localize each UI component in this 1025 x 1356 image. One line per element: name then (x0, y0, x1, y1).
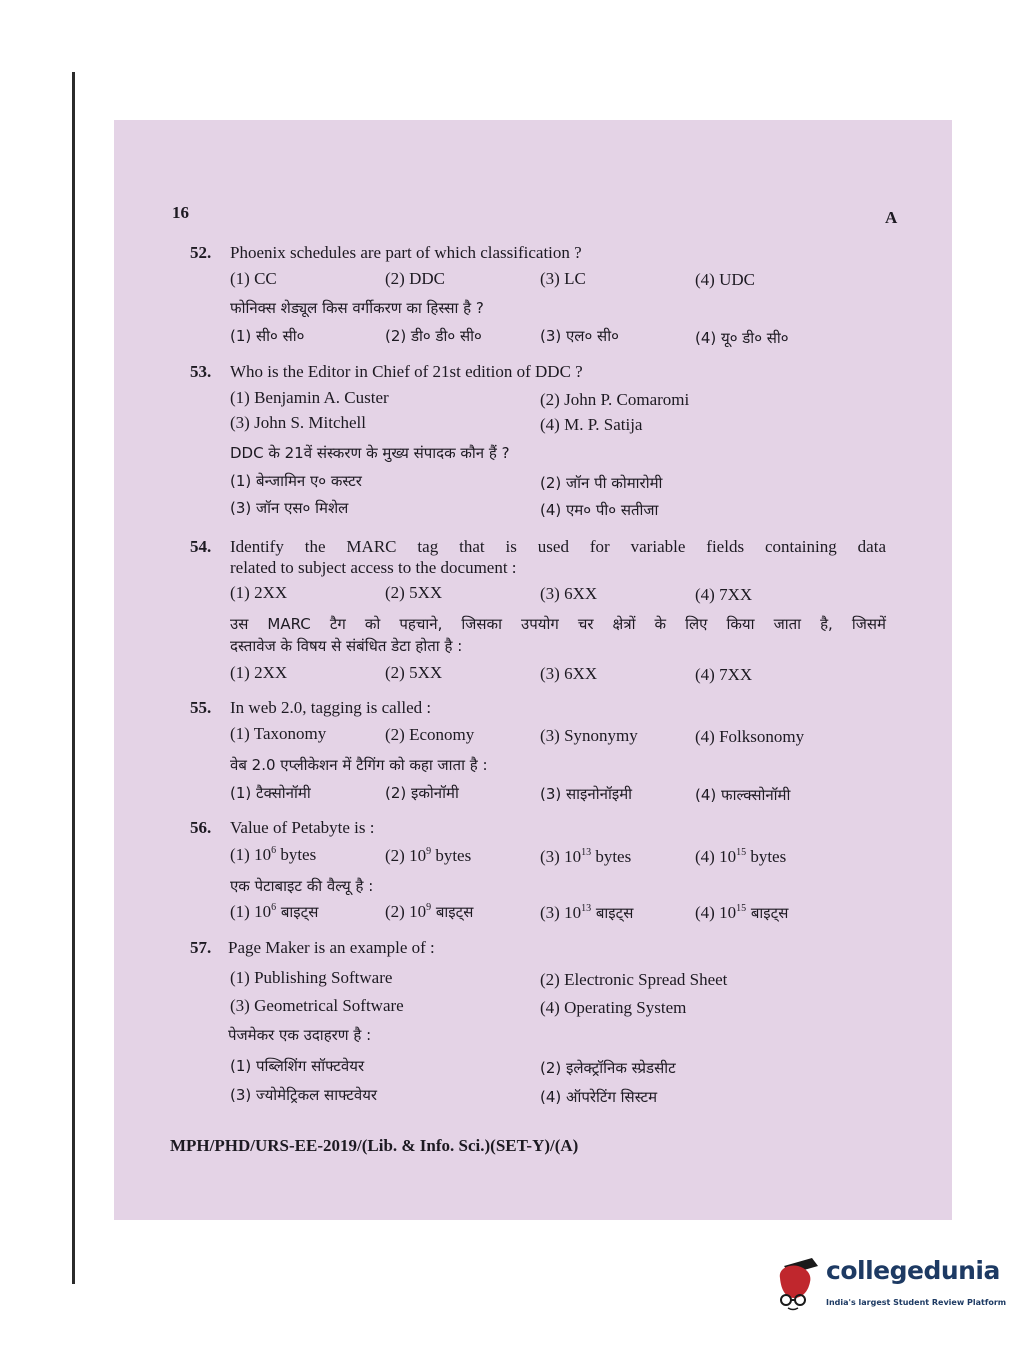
option-2: (2) DDC (385, 269, 445, 288)
option-1: (1) 2XX (230, 583, 288, 602)
option-4-hi: (4) एम० पी० सतीजा (540, 501, 659, 519)
option-4-hi: (4) $10^{15}$ बाइट्स (695, 903, 789, 922)
option-4: (4) M. P. Satija (540, 415, 643, 434)
option-1: (1) $10^6$ bytes (230, 845, 317, 864)
option-3: (3) 6XX (540, 584, 598, 603)
option-4-hi: (4) ऑपरेटिंग सिस्टम (540, 1088, 658, 1106)
question-text-hi: वेब 2.0 एप्लीकेशन में टैगिंग को कहा जाता है : (230, 756, 488, 774)
question-number: 53. (190, 362, 212, 381)
option-4-hi: (4) फाल्क्सोनॉमी (695, 786, 791, 804)
option-2-hi: (2) 5XX (385, 663, 443, 682)
question-text-hi: फोनिक्स शेड्यूल किस वर्गीकरण का हिस्सा है ? (230, 299, 484, 317)
question-text-hi-line-2: दस्तावेज के विषय से संबंधित डेटा होता है : (230, 637, 463, 655)
option-2-hi: (2) डी० डी० सी० (385, 327, 482, 345)
page-number: 16 (172, 203, 189, 222)
question-number: 56. (190, 818, 212, 837)
option-3-hi: (3) ज्योमेट्रिकल साफ्टवेयर (230, 1086, 378, 1104)
question-text-hi: DDC के 21वें संस्करण के मुख्य संपादक कौन हैं ? (230, 444, 510, 462)
option-3: (3) John S. Mitchell (230, 413, 366, 432)
option-2-hi: (2) इकोनॉमी (385, 784, 459, 802)
option-3-hi: (3) जॉन एस० मिशेल (230, 499, 349, 517)
option-2: (2) 5XX (385, 583, 443, 602)
question-number: 52. (190, 243, 212, 262)
option-4: (4) Folksonomy (695, 727, 805, 746)
question-text-en: Who is the Editor in Chief of 21st edition of DDC ? (230, 362, 583, 381)
option-4: (4) 7XX (695, 585, 753, 604)
question-text-hi-line-1: उस MARC टैग को पहचाने, जिसका उपयोग चर क्षेत्रों के लिए किया जाता है, जिसमें (230, 615, 886, 633)
question-text-en: In web 2.0, tagging is called : (230, 698, 432, 717)
option-3-hi: (3) $10^{13}$ बाइट्स (540, 903, 634, 922)
option-4: (4) Operating System (540, 998, 687, 1017)
question-number: 57. (190, 938, 212, 957)
watermark-tagline: India's largest Student Review Platform (826, 1298, 1007, 1307)
option-1: (1) Benjamin A. Custer (230, 388, 389, 407)
option-3: (3) Synonymy (540, 726, 638, 745)
option-2-hi: (2) इलेक्ट्रॉनिक स्प्रेडसीट (540, 1059, 676, 1077)
option-3: (3) Geometrical Software (230, 996, 404, 1015)
option-1-hi: (1) पब्लिशिंग सॉफ्टवेयर (230, 1057, 365, 1075)
option-4-hi: (4) 7XX (695, 665, 753, 684)
option-1-hi: (1) $10^6$ बाइट्स (230, 902, 319, 921)
paper-code-footer: MPH/PHD/URS-EE-2019/(Lib. & Info. Sci.)(SET-Y)/(A) (170, 1136, 579, 1155)
option-4: (4) $10^{15}$ bytes (695, 847, 787, 866)
watermark-brand: collegedunia (826, 1256, 1000, 1285)
option-3-hi: (3) 6XX (540, 664, 598, 683)
option-3-hi: (3) एल० सी० (540, 327, 619, 345)
question-number: 54. (190, 537, 212, 556)
option-2: (2) Electronic Spread Sheet (540, 970, 728, 989)
question-text-hi: एक पेटाबाइट की वैल्यू है : (230, 877, 374, 895)
option-1: (1) CC (230, 269, 277, 288)
question-text-hi: पेजमेकर एक उदाहरण है : (228, 1026, 372, 1044)
option-4-hi: (4) यू० डी० सी० (695, 329, 789, 347)
option-1-hi: (1) बेन्जामिन ए० कस्टर (230, 472, 362, 490)
option-3: (3) $10^{13}$ bytes (540, 847, 632, 866)
option-2: (2) Economy (385, 725, 475, 744)
option-3-hi: (3) साइनोनॉइमी (540, 785, 633, 803)
question-text-en: Value of Petabyte is : (230, 818, 375, 837)
option-1-hi: (1) टैक्सोनॉमी (230, 784, 311, 802)
question-text-en-line-2: related to subject access to the document : (230, 558, 517, 577)
option-2-hi: (2) $10^9$ बाइट्स (385, 902, 474, 921)
option-1-hi: (1) 2XX (230, 663, 288, 682)
scan-edge-line (72, 72, 75, 1284)
option-2: (2) $10^9$ bytes (385, 846, 472, 865)
question-text-en: Phoenix schedules are part of which classification ? (230, 243, 582, 262)
question-text-en-line-1: Identify the MARC tag that is used for variable fields containing data (230, 537, 886, 556)
set-letter: A (885, 208, 898, 227)
option-1: (1) Taxonomy (230, 724, 327, 743)
question-number: 55. (190, 698, 212, 717)
question-text-en: Page Maker is an example of : (228, 938, 435, 957)
option-1: (1) Publishing Software (230, 968, 393, 987)
option-3: (3) LC (540, 269, 586, 288)
option-2: (2) John P. Comaromi (540, 390, 690, 409)
option-2-hi: (2) जॉन पी कोमारोमी (540, 474, 663, 492)
option-1-hi: (1) सी० सी० (230, 327, 305, 345)
option-4: (4) UDC (695, 270, 755, 289)
